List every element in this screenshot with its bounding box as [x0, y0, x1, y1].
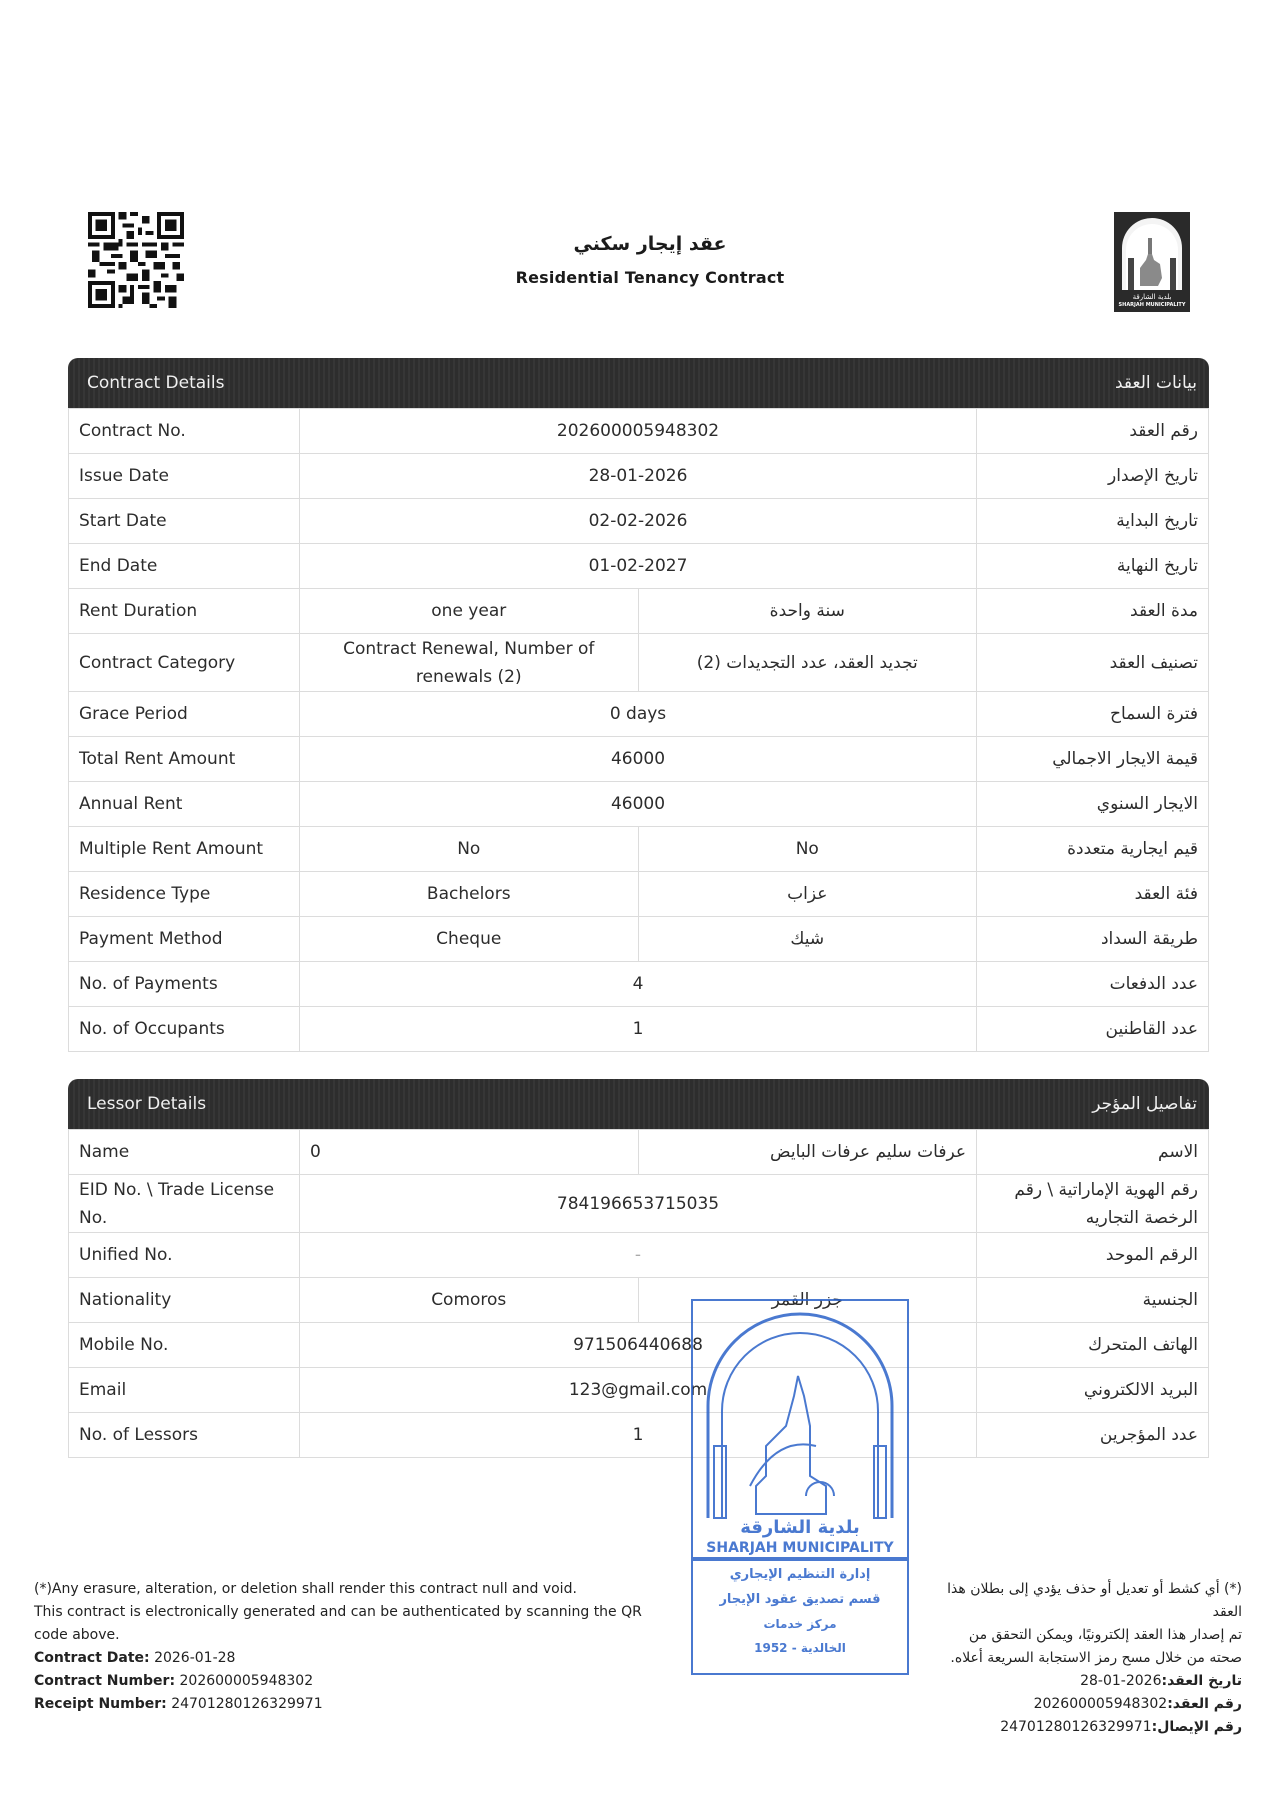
- label-en: Payment Method: [69, 917, 300, 962]
- contract-details-header: [68, 358, 1209, 408]
- table-row-multiple-rent: [69, 827, 1209, 872]
- table-row-end-date: [69, 544, 1209, 589]
- value-en: Bachelors: [300, 872, 639, 917]
- footer-note-void-ar: (*) أي كشط أو تعديل أو حذف يؤدي إلى بطلان هذا العقد: [947, 1581, 1242, 1620]
- label: تاريخ العقد:: [1161, 1673, 1242, 1689]
- section-title-en: Contract Details: [87, 373, 225, 393]
- footer-contract-date-ar: [942, 1670, 1242, 1693]
- value-ar: تجديد العقد، عدد التجديدات (2): [638, 634, 977, 692]
- footer-note-qr-ar: تم إصدار هذا العقد إلكترونيًا، ويمكن التحقق من صحته من خلال مسح رمز الاستجابة السريعة أعلاه.: [950, 1627, 1242, 1666]
- label-en: End Date: [69, 544, 300, 589]
- label-en: Mobile No.: [69, 1323, 300, 1368]
- label-en: No. of Lessors: [69, 1413, 300, 1458]
- value: -: [300, 1233, 977, 1278]
- value: 24701280126329971: [1000, 1719, 1152, 1735]
- value: 02-02-2026: [300, 499, 977, 544]
- label-en: Residence Type: [69, 872, 300, 917]
- section-title-en: Lessor Details: [87, 1094, 207, 1114]
- label-ar: طريقة السداد: [977, 917, 1209, 962]
- label-ar: الجنسية: [977, 1278, 1209, 1323]
- label-ar: عدد المؤجرين: [977, 1413, 1209, 1458]
- logo-text-ar: بلدية الشارقة: [1132, 293, 1172, 301]
- stamp-name-ar: بلدية الشارقة: [740, 1517, 860, 1538]
- stamp-center-ar: مركز خدمات: [763, 1617, 837, 1631]
- label-ar: فئة العقد: [977, 872, 1209, 917]
- value: 28-01-2026: [300, 454, 977, 499]
- label-ar: الايجار السنوي: [977, 782, 1209, 827]
- value-en: Comoros: [300, 1278, 639, 1323]
- table-row-unified-no: [69, 1233, 1209, 1278]
- municipality-stamp: [686, 1296, 914, 1676]
- label-en: Annual Rent: [69, 782, 300, 827]
- label-en: Unified No.: [69, 1233, 300, 1278]
- table-row-no-of-payments: [69, 962, 1209, 1007]
- label-en: Issue Date: [69, 454, 300, 499]
- label-en: Contract No.: [69, 409, 300, 454]
- label-ar: تصنيف العقد: [977, 634, 1209, 692]
- section-title-ar: تفاصيل المؤجر: [1092, 1094, 1197, 1114]
- value: 01-02-2027: [300, 544, 977, 589]
- value: 2026-01-28: [154, 1650, 236, 1666]
- label-ar: فترة السماح: [977, 692, 1209, 737]
- footer-contract-number-ar: [942, 1693, 1242, 1716]
- value: 46000: [300, 782, 977, 827]
- label-ar: رقم العقد: [977, 409, 1209, 454]
- table-row-start-date: [69, 499, 1209, 544]
- footer-receipt-number: [34, 1693, 654, 1716]
- label-ar: عدد الدفعات: [977, 962, 1209, 1007]
- footer-receipt-number-ar: [942, 1716, 1242, 1739]
- label-en: Start Date: [69, 499, 300, 544]
- value: 784196653715035: [300, 1175, 977, 1233]
- label-en: EID No. \ Trade License No.: [69, 1175, 300, 1233]
- table-row-total-rent: [69, 737, 1209, 782]
- value-ar: عزاب: [638, 872, 977, 917]
- value: 971506440688: [300, 1323, 977, 1368]
- value: 4: [300, 962, 977, 1007]
- value-en: 0: [300, 1130, 639, 1175]
- value: 202600005948302: [1033, 1696, 1168, 1712]
- value-ar: سنة واحدة: [638, 589, 977, 634]
- label-ar: تاريخ الإصدار: [977, 454, 1209, 499]
- label-ar: تاريخ النهاية: [977, 544, 1209, 589]
- value-en: Contract Renewal, Number of renewals (2): [300, 634, 639, 692]
- label-en: Name: [69, 1130, 300, 1175]
- label-ar: تاريخ البداية: [977, 499, 1209, 544]
- label-en: Contract Category: [69, 634, 300, 692]
- value-ar: شيك: [638, 917, 977, 962]
- document-title-en: Residential Tenancy Contract: [515, 268, 785, 287]
- footer-contract-date: [34, 1647, 654, 1670]
- label-en: Nationality: [69, 1278, 300, 1323]
- label-ar: عدد القاطنين: [977, 1007, 1209, 1052]
- contract-details-section: [68, 358, 1209, 1052]
- label-ar: الرقم الموحد: [977, 1233, 1209, 1278]
- table-row-nationality: [69, 1278, 1209, 1323]
- label: Receipt Number:: [34, 1696, 167, 1712]
- stamp-dept-ar: إدارة التنظيم الإيجاري: [729, 1567, 871, 1582]
- logo-text-en: SHARJAH MUNICIPALITY: [1118, 302, 1186, 308]
- label: رقم الإيصال:: [1151, 1719, 1242, 1735]
- document-title-ar: عقد إيجار سكني: [573, 233, 727, 255]
- value-ar: No: [638, 827, 977, 872]
- label-en: Grace Period: [69, 692, 300, 737]
- lessor-details-header: [68, 1079, 1209, 1129]
- value-en: No: [300, 827, 639, 872]
- label-ar: قيمة الايجار الاجمالي: [977, 737, 1209, 782]
- label-ar: الهاتف المتحرك: [977, 1323, 1209, 1368]
- stamp-section-ar: قسم تصديق عقود الإيجار: [719, 1592, 881, 1607]
- label-ar: قيم ايجارية متعددة: [977, 827, 1209, 872]
- value-ar: جزر القمر: [638, 1278, 977, 1323]
- qr-code-icon: [88, 212, 184, 308]
- value: 123@gmail.com: [300, 1368, 977, 1413]
- section-title-ar: بيانات العقد: [1115, 373, 1197, 393]
- value: 2026-01-28: [1080, 1673, 1162, 1689]
- table-row-contract-no: [69, 409, 1209, 454]
- table-row-annual-rent: [69, 782, 1209, 827]
- stamp-branch: الخالدية - 1952: [754, 1641, 846, 1655]
- table-row-contract-category: [69, 634, 1209, 692]
- table-row-rent-duration: [69, 589, 1209, 634]
- value: 202600005948302: [300, 409, 977, 454]
- footer-note-void: (*)Any erasure, alteration, or deletion shall render this contract null and void.: [34, 1581, 577, 1597]
- label-ar: البريد الالكتروني: [977, 1368, 1209, 1413]
- contract-details-table: [68, 408, 1209, 1052]
- label: Contract Date:: [34, 1650, 150, 1666]
- label-en: Multiple Rent Amount: [69, 827, 300, 872]
- value: 1: [300, 1007, 977, 1052]
- table-row-mobile: [69, 1323, 1209, 1368]
- label-en: Rent Duration: [69, 589, 300, 634]
- label-ar: الاسم: [977, 1130, 1209, 1175]
- label-en: No. of Occupants: [69, 1007, 300, 1052]
- table-row-no-of-occupants: [69, 1007, 1209, 1052]
- value: 1: [300, 1413, 977, 1458]
- value-en: one year: [300, 589, 639, 634]
- footer-contract-number: [34, 1670, 654, 1693]
- label-ar: رقم الهوية الإماراتية \ رقم الرخصة التجاريه: [977, 1175, 1209, 1233]
- label: رقم العقد:: [1167, 1696, 1242, 1712]
- label-ar: مدة العقد: [977, 589, 1209, 634]
- table-row-no-of-lessors: [69, 1413, 1209, 1458]
- table-row-payment-method: [69, 917, 1209, 962]
- value-ar: عرفات سليم عرفات البايض: [638, 1130, 977, 1175]
- table-row-eid: [69, 1175, 1209, 1233]
- label-en: No. of Payments: [69, 962, 300, 1007]
- lessor-details-table: [68, 1129, 1209, 1458]
- value: 24701280126329971: [171, 1696, 323, 1712]
- footer-en: [34, 1578, 654, 1716]
- label-en: Total Rent Amount: [69, 737, 300, 782]
- value: 202600005948302: [179, 1673, 314, 1689]
- value-en: Cheque: [300, 917, 639, 962]
- value: 46000: [300, 737, 977, 782]
- sharjah-municipality-logo: [1110, 208, 1194, 312]
- label: Contract Number:: [34, 1673, 176, 1689]
- table-row-residence-type: [69, 872, 1209, 917]
- table-row-email: [69, 1368, 1209, 1413]
- footer-note-qr: This contract is electronically generated and can be authenticated by scanning the QR code above.: [34, 1604, 642, 1643]
- table-row-issue-date: [69, 454, 1209, 499]
- label-en: Email: [69, 1368, 300, 1413]
- stamp-name-en: SHARJAH MUNICIPALITY: [706, 1540, 894, 1556]
- value: 0 days: [300, 692, 977, 737]
- lessor-details-section: [68, 1079, 1209, 1458]
- table-row-name: [69, 1130, 1209, 1175]
- table-row-grace-period: [69, 692, 1209, 737]
- footer-ar: [942, 1578, 1242, 1739]
